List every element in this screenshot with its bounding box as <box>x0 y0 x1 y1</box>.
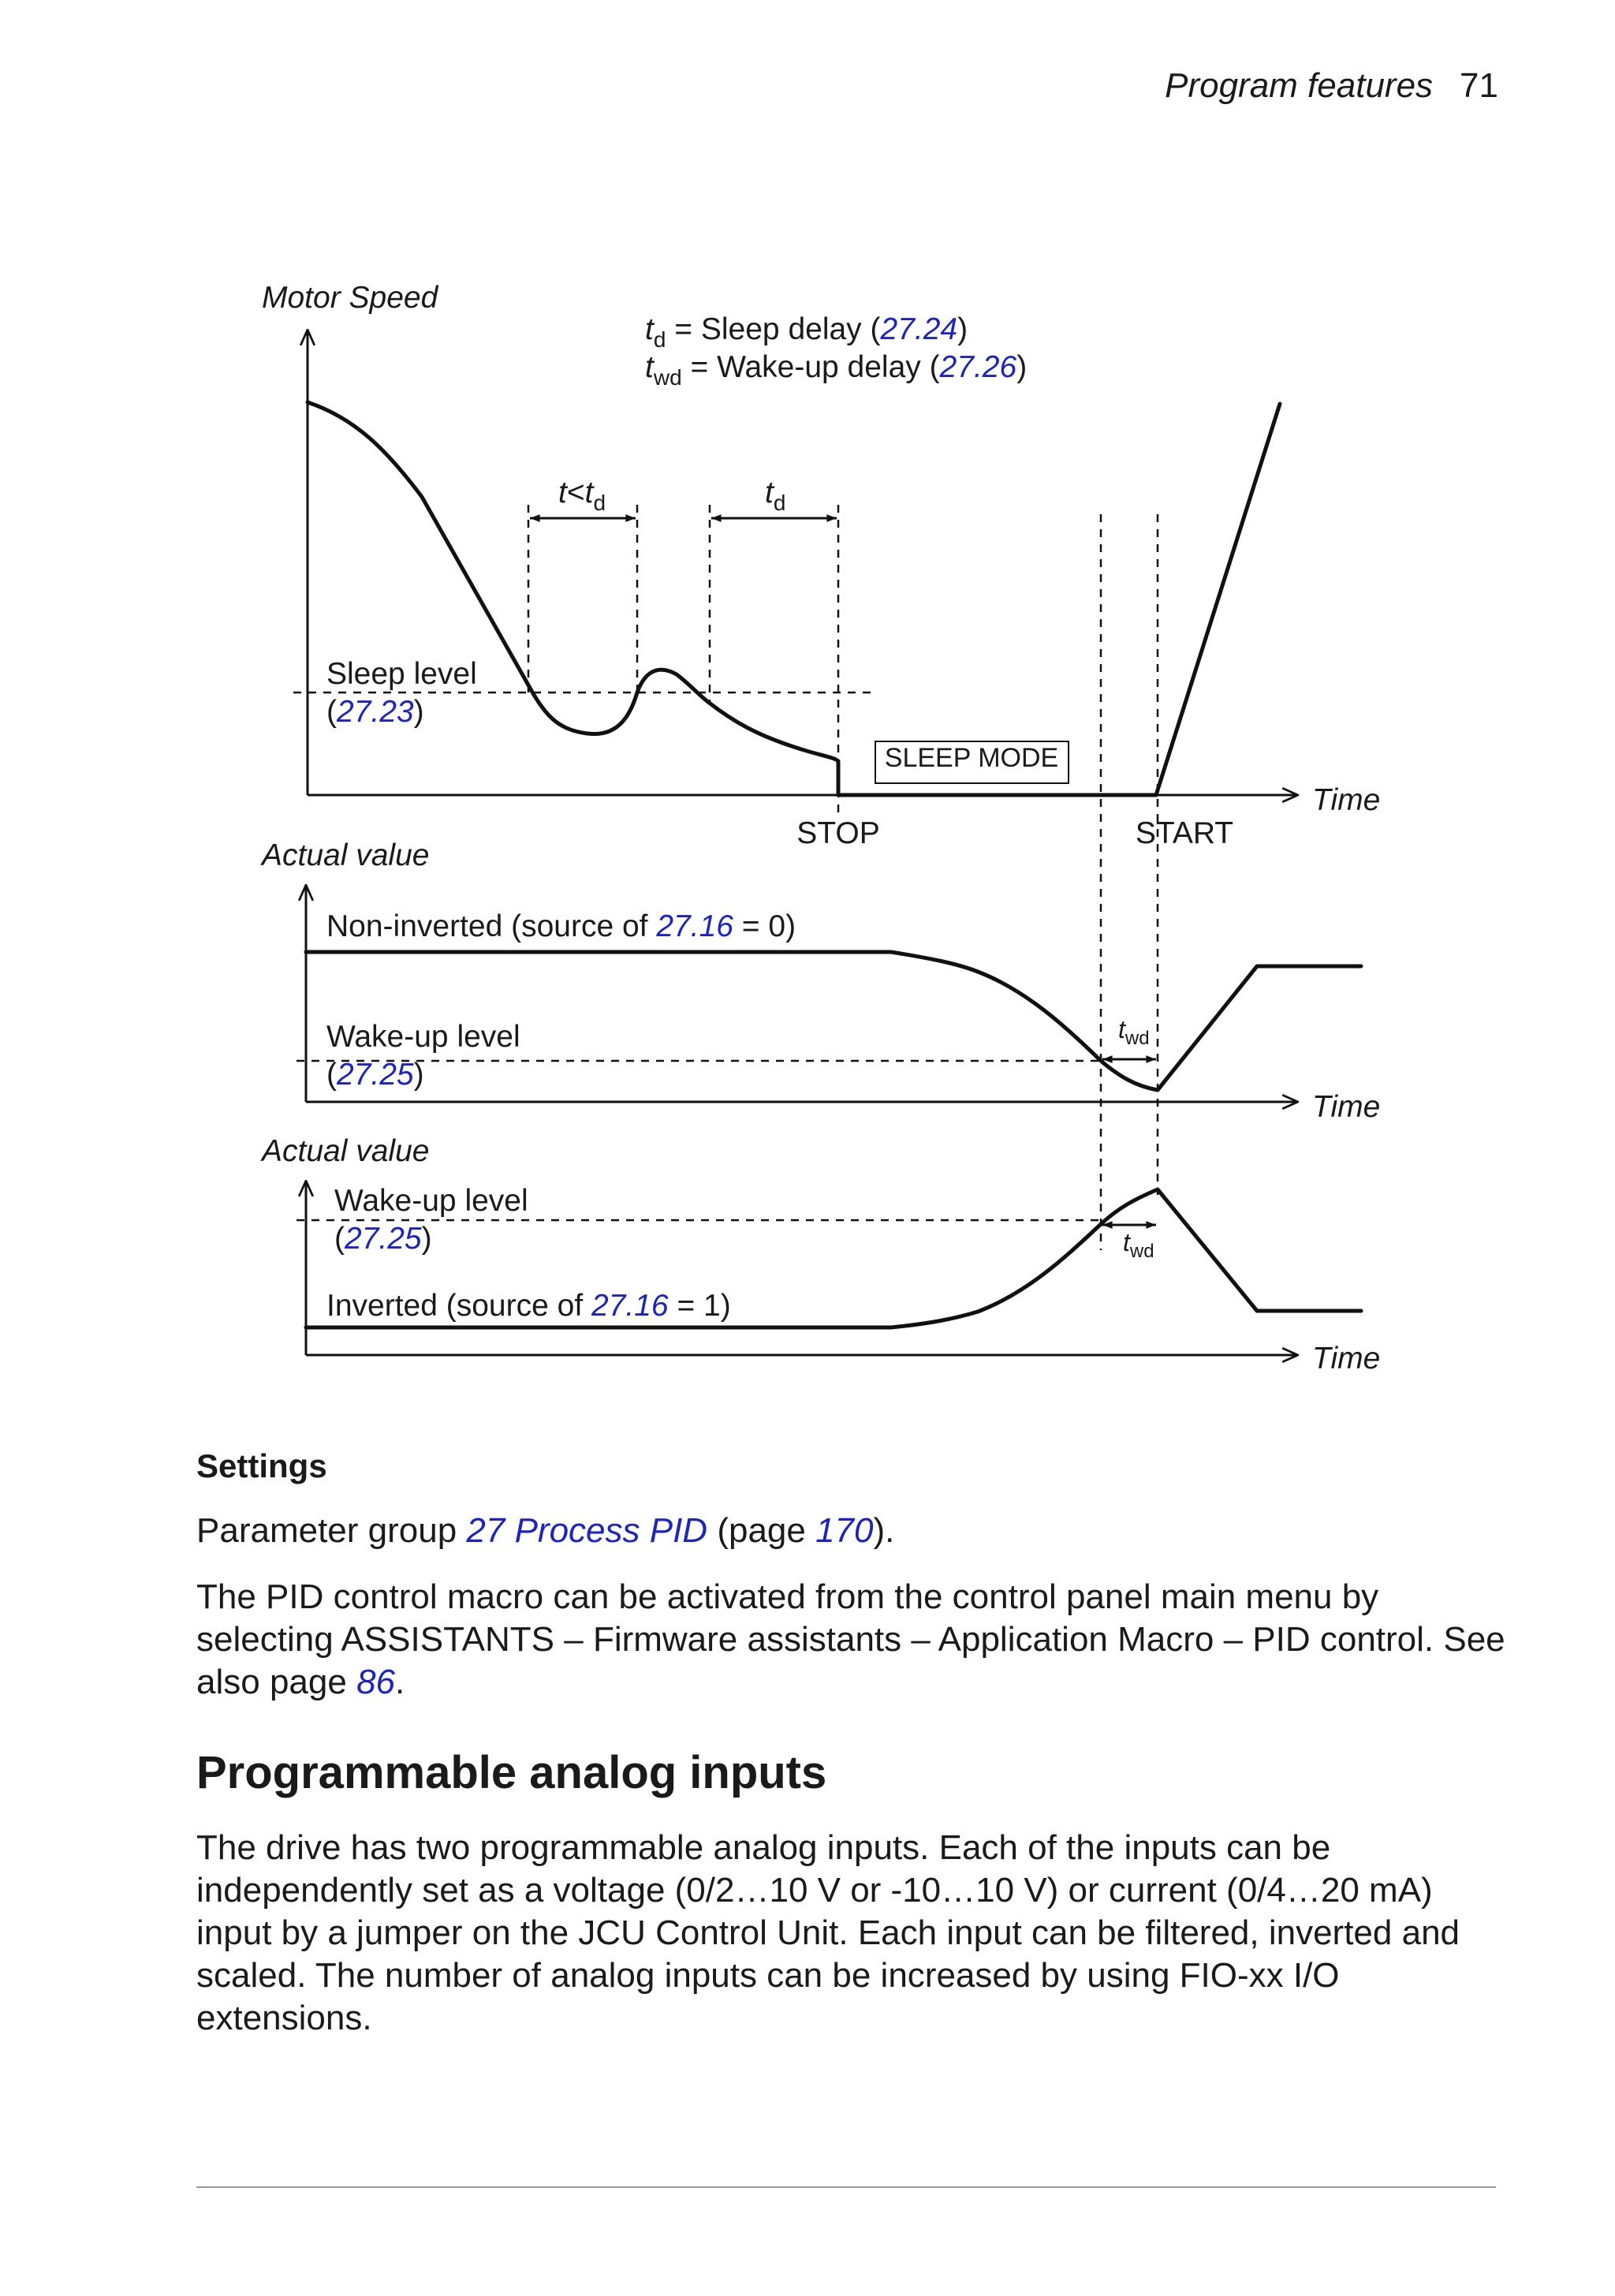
sleep-mode-label: SLEEP MODE <box>884 743 1059 773</box>
motor-speed-curve <box>308 402 1280 795</box>
analog-inputs-paragraph: The drive has two programmable analog inputs. Each of the inputs can be independently set as a voltage (0/2…10 V or -10…10 V) or current (0/4…20 mA) input by a jumper on the JCU Control Unit. Each input can be filtered, inverted and scaled. The number of analog inputs can be increased by using FIO-xx I/O extensions. <box>196 1828 1460 2037</box>
t-less-td-label: $t<t_d$ <box>558 476 606 515</box>
settings-p1-suffix: ). <box>873 1511 895 1550</box>
settings-p1-mid: (page <box>707 1511 816 1550</box>
page-86-link[interactable]: 86 <box>356 1663 396 1701</box>
wakeup-level-label-2: Wake-up level <box>334 1184 528 1218</box>
time-label-bottom: Time <box>1312 1342 1381 1376</box>
page-170-link[interactable]: 170 <box>815 1511 874 1550</box>
programmable-analog-inputs-heading: Programmable analog inputs <box>196 1747 827 1798</box>
process-pid-link[interactable]: 27 Process PID <box>466 1511 708 1550</box>
time-label-top: Time <box>1312 783 1381 817</box>
inverted-label: Inverted (source of 27.16 = 1) <box>326 1289 731 1323</box>
non-inverted-label: Non-inverted (source of 27.16 = 0) <box>326 909 796 943</box>
settings-pid-macro-paragraph <box>196 1576 1505 1704</box>
start-label: START <box>1135 816 1234 850</box>
td-label: $t_d$ <box>765 476 786 515</box>
time-label-middle: Time <box>1312 1090 1381 1124</box>
legend-sleep-delay: $t_d$ = Sleep delay (27.24) <box>645 312 968 352</box>
settings-heading: Settings <box>196 1447 327 1484</box>
twd-label-2: $t_{wd}$ <box>1123 1228 1154 1262</box>
twd-label-1: $t_{wd}$ <box>1118 1015 1150 1049</box>
sleep-level-param: (27.23) <box>326 695 424 729</box>
footer-rule <box>196 2186 1496 2188</box>
wakeup-level-param-2: (27.25) <box>334 1222 432 1256</box>
settings-parameter-group <box>196 1510 1505 1552</box>
actual-value-label-1: Actual value <box>262 838 430 872</box>
settings-p1-prefix: Parameter group <box>196 1511 467 1550</box>
wakeup-level-param-1: (27.25) <box>326 1058 424 1092</box>
stop-label: STOP <box>796 816 880 850</box>
actual-value-label-2: Actual value <box>262 1134 430 1168</box>
wakeup-level-label-1: Wake-up level <box>326 1020 520 1054</box>
motor-speed-label: Motor Speed <box>262 281 438 315</box>
sleep-level-label: Sleep level <box>326 657 477 691</box>
legend-wakeup-delay: $t_{wd}$ = Wake-up delay (27.26) <box>645 350 1028 390</box>
page-number: 71 <box>1460 66 1498 105</box>
settings-p2-text: The PID control macro can be activated from the control panel main menu by selecting ASSISTANTS – Firmware assistants – Application Macro – PID control. See also page <box>196 1577 1505 1701</box>
settings-p2-suffix: . <box>395 1663 405 1701</box>
running-head-section: Program features <box>1165 66 1434 105</box>
